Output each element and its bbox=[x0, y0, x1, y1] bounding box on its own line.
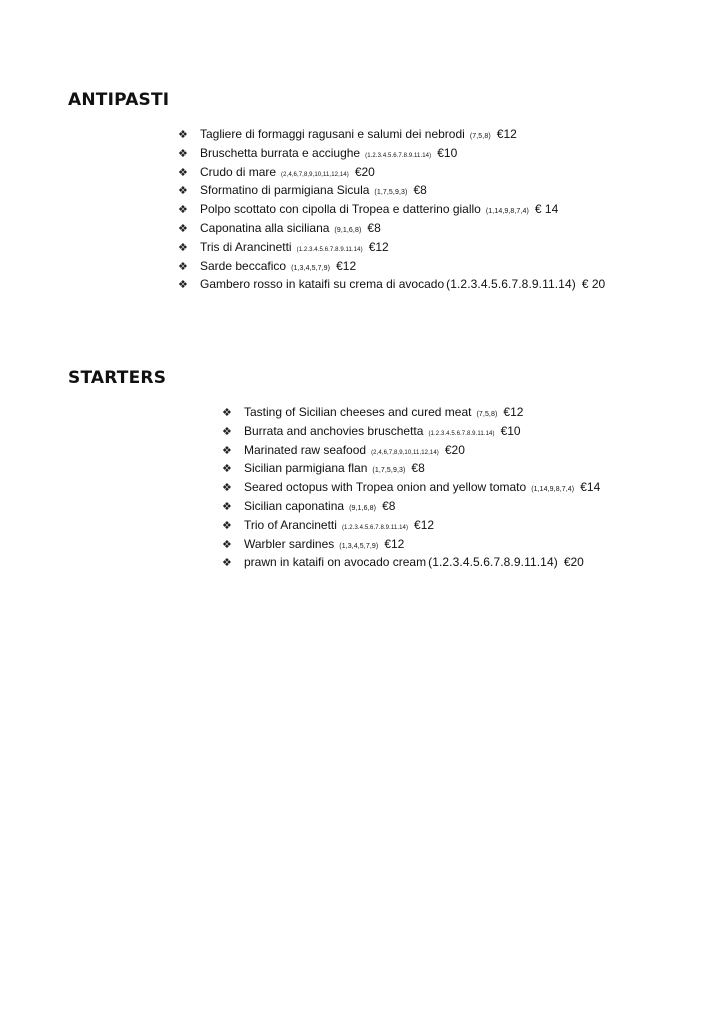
item-price: €12 bbox=[368, 239, 389, 254]
diamond-bullet-icon: ❖ bbox=[222, 425, 232, 438]
item-price: €8 bbox=[413, 183, 427, 198]
item-price: € 14 bbox=[534, 202, 559, 217]
diamond-bullet-icon: ❖ bbox=[178, 222, 188, 235]
menu-item bbox=[178, 277, 605, 296]
diamond-bullet-icon: ❖ bbox=[178, 260, 188, 273]
item-name: Seared octopus with Tropea onion and yellow tomato bbox=[244, 480, 527, 495]
item-price: €20 bbox=[354, 164, 375, 179]
item-name: Sarde beccafico bbox=[200, 258, 287, 273]
menu-item bbox=[178, 202, 605, 221]
item-name: Sformatino di parmigiana Sicula bbox=[200, 183, 370, 198]
diamond-bullet-icon: ❖ bbox=[178, 279, 188, 292]
item-price: €10 bbox=[437, 145, 458, 160]
menu-item bbox=[178, 240, 605, 259]
item-name: Polpo scottato con cipolla di Tropea e datterino giallo bbox=[200, 202, 481, 217]
item-name: Tris di Arancinetti bbox=[200, 239, 292, 254]
menu-item bbox=[178, 146, 605, 165]
allergen-codes: (1,3,4,5,7,9) bbox=[291, 264, 331, 272]
item-price: €12 bbox=[384, 536, 405, 551]
diamond-bullet-icon: ❖ bbox=[178, 204, 188, 217]
diamond-bullet-icon: ❖ bbox=[222, 444, 232, 457]
diamond-bullet-icon: ❖ bbox=[222, 500, 232, 513]
allergen-codes: (1,3,4,5,7,9) bbox=[339, 542, 379, 550]
item-price: €8 bbox=[367, 220, 381, 235]
item-price: €8 bbox=[411, 461, 425, 476]
menu-item bbox=[222, 480, 600, 499]
allergen-codes: (1.2.3.4.5.6.7.8.9.11.14) bbox=[341, 524, 409, 531]
item-name: Burrata and anchovies bruschetta bbox=[244, 423, 424, 438]
allergen-codes: (1,7,5,9,3) bbox=[372, 467, 406, 475]
starters-list bbox=[222, 405, 600, 574]
allergen-codes: (9,1,6,8) bbox=[349, 504, 377, 512]
antipasti-list bbox=[178, 127, 605, 296]
allergen-codes: (1,7,5,9,3) bbox=[374, 189, 408, 197]
diamond-bullet-icon: ❖ bbox=[178, 129, 188, 141]
item-price: €8 bbox=[382, 498, 396, 513]
item-price: €10 bbox=[500, 423, 521, 438]
item-name: Tagliere di formaggi ragusani e salumi dei nebrodi bbox=[200, 127, 465, 141]
allergen-codes: (2,4,6,7,8,9,10,11,12,14) bbox=[281, 171, 349, 178]
item-name: prawn in kataifi on avocado cream bbox=[244, 555, 427, 570]
allergen-codes: (7,5,8) bbox=[469, 133, 491, 140]
item-name: Tasting of Sicilian cheeses and cured meat bbox=[244, 405, 472, 419]
section-title-antipasti: ANTIPASTI bbox=[68, 90, 170, 110]
menu-item bbox=[178, 221, 605, 240]
allergen-codes: (1.2.3.4.5.6.7.8.9.11.14) bbox=[428, 555, 558, 570]
allergen-codes: (1.2.3.4.5.6.7.8.9.11.14) bbox=[428, 430, 495, 437]
item-price: €12 bbox=[336, 258, 357, 273]
diamond-bullet-icon: ❖ bbox=[178, 147, 188, 160]
menu-item bbox=[222, 461, 600, 480]
item-name: Crudo di mare bbox=[200, 164, 277, 179]
menu-item bbox=[178, 127, 605, 146]
item-name: Trio of Arancinetti bbox=[244, 517, 337, 532]
allergen-codes: (7,5,8) bbox=[476, 411, 498, 418]
diamond-bullet-icon: ❖ bbox=[178, 241, 188, 254]
diamond-bullet-icon: ❖ bbox=[178, 185, 188, 198]
menu-item bbox=[222, 443, 600, 462]
menu-item bbox=[178, 259, 605, 278]
item-price: €12 bbox=[496, 127, 517, 141]
item-name: Warbler sardines bbox=[244, 536, 335, 551]
item-price: €20 bbox=[444, 442, 465, 457]
menu-item bbox=[222, 518, 600, 537]
item-name: Sicilian parmigiana flan bbox=[244, 461, 368, 476]
section-title-starters: STARTERS bbox=[68, 368, 167, 388]
menu-item bbox=[178, 165, 605, 184]
diamond-bullet-icon: ❖ bbox=[222, 482, 232, 495]
menu-item bbox=[222, 499, 600, 518]
menu-item bbox=[222, 537, 600, 556]
item-name: Marinated raw seafood bbox=[244, 442, 367, 457]
item-price: €20 bbox=[563, 555, 584, 570]
menu-item bbox=[222, 555, 600, 574]
item-price: €12 bbox=[414, 517, 435, 532]
item-name: Gambero rosso in kataifi su crema di avocado bbox=[200, 277, 445, 292]
item-name: Sicilian caponatina bbox=[244, 498, 345, 513]
item-name: Caponatina alla siciliana bbox=[200, 220, 330, 235]
diamond-bullet-icon: ❖ bbox=[178, 166, 188, 179]
menu-item bbox=[222, 424, 600, 443]
allergen-codes: (1,14,9,8,7,4) bbox=[531, 486, 575, 494]
allergen-codes: (1.2.3.4.5.6.7.8.9.11.14) bbox=[365, 152, 432, 159]
menu-item bbox=[222, 405, 600, 424]
allergen-codes: (2,4,6,7,8,9,10,11,12,14) bbox=[371, 449, 439, 456]
diamond-bullet-icon: ❖ bbox=[222, 463, 232, 476]
diamond-bullet-icon: ❖ bbox=[222, 407, 232, 419]
item-name: Bruschetta burrata e acciughe bbox=[200, 145, 361, 160]
diamond-bullet-icon: ❖ bbox=[222, 538, 232, 551]
allergen-codes: (1.2.3.4.5.6.7.8.9.11.14) bbox=[296, 246, 363, 253]
allergen-codes: (9,1,6,8) bbox=[334, 226, 362, 234]
item-price: €12 bbox=[503, 405, 524, 419]
allergen-codes: (1,14,9,8,7,4) bbox=[485, 208, 529, 216]
diamond-bullet-icon: ❖ bbox=[222, 519, 232, 532]
allergen-codes: (1.2.3.4.5.6.7.8.9.11.14) bbox=[446, 277, 576, 292]
item-price: € 20 bbox=[581, 277, 606, 292]
item-price: €14 bbox=[580, 480, 601, 495]
diamond-bullet-icon: ❖ bbox=[222, 557, 232, 570]
menu-item bbox=[178, 183, 605, 202]
